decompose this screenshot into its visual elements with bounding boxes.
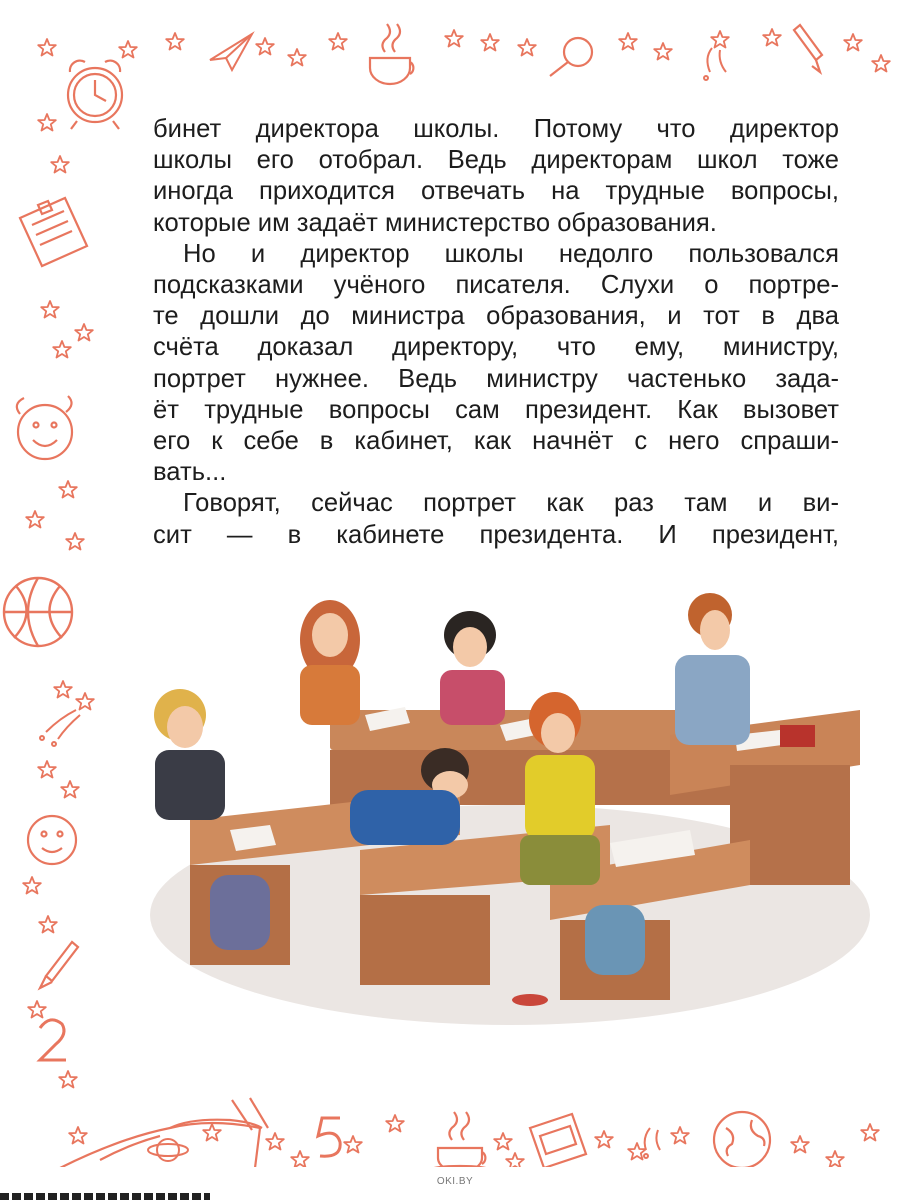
story-text bbox=[153, 114, 839, 551]
girl-long-hair bbox=[300, 600, 360, 725]
pen-icon bbox=[794, 25, 822, 72]
note-icon bbox=[20, 198, 87, 266]
star-icon bbox=[38, 29, 890, 72]
text-line: вать... bbox=[153, 458, 227, 487]
comet-icon bbox=[40, 693, 94, 746]
text-line: подсказками учёного писателя. Слухи о портре- bbox=[153, 271, 839, 300]
text-line: портрет нужнее. Ведь министру частенько зада- bbox=[153, 364, 839, 393]
number-two-icon bbox=[40, 1020, 66, 1060]
text-line: счёта доказал директору, что ему, министру, bbox=[153, 333, 839, 362]
boy-tall bbox=[675, 593, 750, 745]
book-icon bbox=[60, 1098, 268, 1168]
footer-strip bbox=[0, 1193, 210, 1200]
text-line: школы его отобрал. Ведь директорам школ тоже bbox=[153, 146, 839, 175]
text-line: Но и директор школы недолго пользовался bbox=[183, 239, 839, 268]
paragraph-2 bbox=[153, 239, 839, 489]
paper-plane-icon bbox=[210, 34, 252, 70]
comet-icon bbox=[644, 1128, 660, 1158]
ball-icon bbox=[4, 578, 72, 646]
text-line: бинет директора школы. Потому что директор bbox=[153, 115, 839, 143]
coffee-cup-icon bbox=[370, 24, 413, 84]
number-five-icon bbox=[318, 1118, 340, 1156]
boy-blond bbox=[154, 689, 225, 820]
alarm-clock-icon bbox=[68, 61, 122, 129]
text-line: ёт трудные вопросы сам президент. Как вызовет bbox=[153, 395, 839, 424]
source-watermark: OKI.BY bbox=[436, 1176, 474, 1187]
note-icon bbox=[530, 1114, 586, 1168]
text-line: его к себе в кабинет, как начнёт с него спраши- bbox=[153, 427, 839, 456]
text-line: иногда приходится отвечать на трудные вопросы, bbox=[153, 177, 839, 206]
text-line: Говорят, сейчас портрет как раз там и ви- bbox=[183, 489, 839, 518]
text-line: сит — в кабинете президента. И президент, bbox=[153, 520, 839, 549]
smiley-icon bbox=[28, 816, 76, 864]
pen-icon bbox=[40, 942, 78, 988]
classroom-illustration bbox=[130, 585, 870, 1025]
coffee-cup-icon bbox=[430, 1112, 490, 1174]
text-line: те дошли до министра образования, и тот в два bbox=[153, 302, 839, 331]
smiley-icon bbox=[17, 396, 72, 459]
planet-icon bbox=[148, 1139, 188, 1161]
girl-black-bob bbox=[440, 611, 505, 725]
text-line: которые им задаёт министерство образования. bbox=[153, 208, 717, 237]
comet-icon bbox=[704, 31, 729, 80]
paragraph-3 bbox=[153, 488, 839, 550]
magnifier-icon bbox=[550, 38, 592, 76]
paragraph-1 bbox=[153, 114, 839, 239]
